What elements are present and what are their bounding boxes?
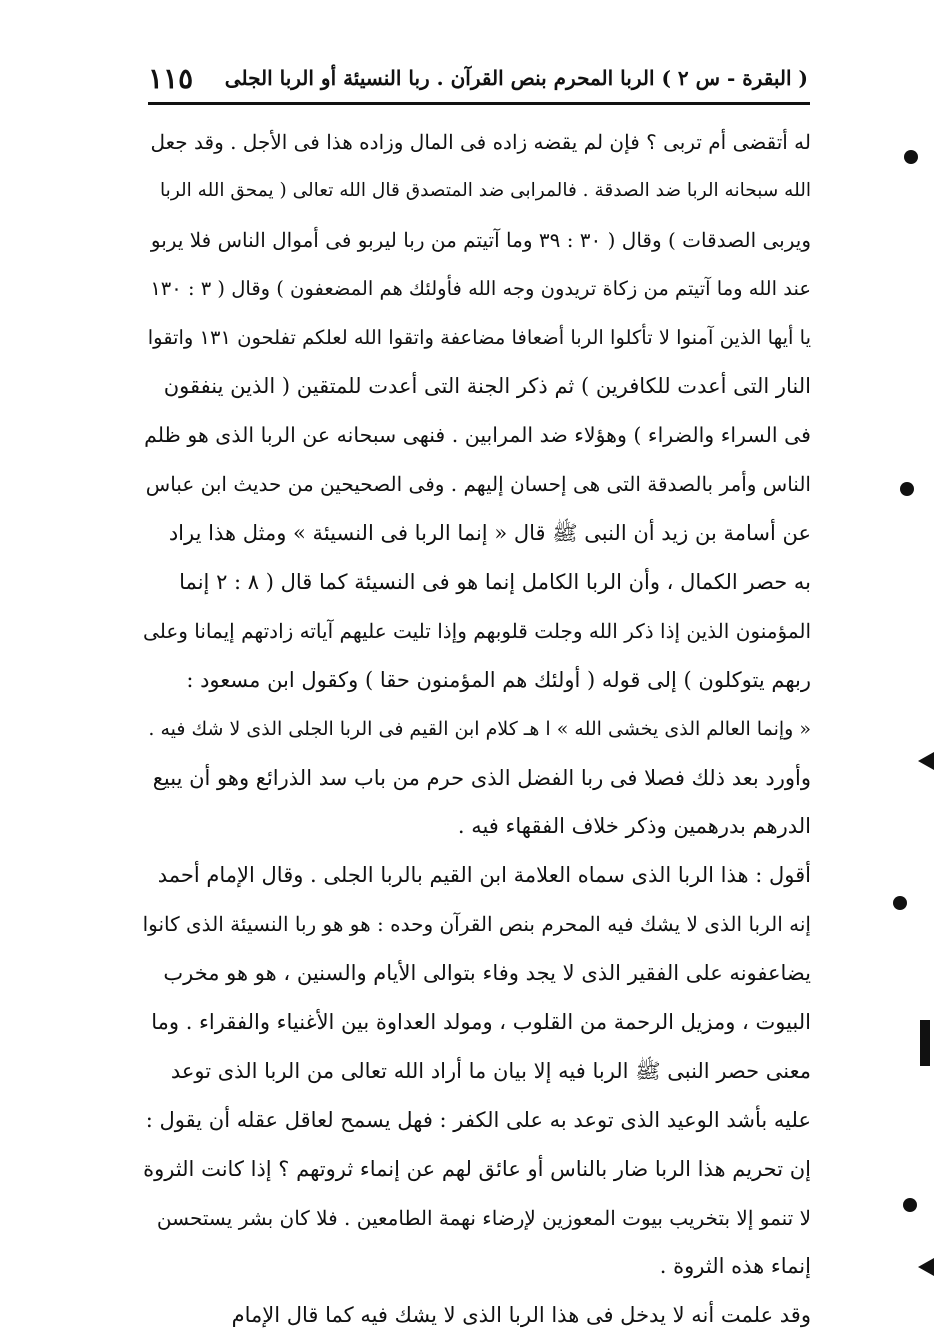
text-line: النار التى أعدت للكافرين ) ثم ذكر الجنة التى أعدت للمتقين ( الذين ينفقون: [163, 374, 811, 399]
text-line: عند الله وما آتيتم من زكاة تريدون وجه الله فأولئك هم المضعفون ) وقال ( ٣ : ١٣٠: [150, 276, 811, 300]
text-line: المؤمنون الذين إذا ذكر الله وجلت قلوبهم وإذا تليت عليهم آياته زادتهم إيمانا وعلى: [143, 618, 811, 643]
margin-mark: [920, 1020, 930, 1066]
text-line: عن أسامة بن زيد أن النبى ﷺ قال « إنما الربا فى النسيئة » ومثل هذا يراد: [168, 521, 811, 546]
text-line: لا تنمو إلا بتخريب بيوت المعوزين لإرضاء نهمة الطامعين . فلا كان بشر يستحسن: [156, 1205, 811, 1230]
text-line: ويربى الصدقات ) وقال ( ٣٠ : ٣٩ وما آتيتم من ربا ليربو فى أموال الناس فلا يربو: [150, 227, 811, 252]
text-line: عليه بأشد الوعيد الذى توعد به على الكفر : فهل يسمح لعاقل عقله أن يقول :: [145, 1107, 811, 1132]
text-line: فى السراء والضراء ) وهؤلاء ضد المرابين . فنهى سبحانه عن الربا الذى هو ظلم: [144, 423, 811, 448]
margin-mark: [900, 482, 914, 496]
text-line: يضاعفونه على الفقير الذى لا يجد وفاء بتوالى الأيام والسنين ، هو هو مخرب: [163, 961, 811, 986]
text-line: إن تحريم هذا الربا ضار بالناس أو عائق لهم عن إنماء ثروتهم ؟ إذا كانت الثروة: [143, 1156, 811, 1181]
margin-mark: [918, 1258, 934, 1276]
text-line: ربهم يتوكلون ) إلى قوله ( أولئك هم المؤمنون حقا ) وكقول ابن مسعود :: [186, 667, 811, 692]
running-header: [148, 58, 808, 98]
text-line: الناس وأمر بالصدقة التى هى إحسان إليهم . وفى الصحيحين من حديث ابن عباس: [145, 472, 811, 497]
margin-mark: [893, 896, 907, 910]
header-title: ( البقرة - س ٢ ) الربا المحرم بنص القرآن . ربا النسيئة أو الربا الجلى: [224, 66, 808, 90]
margin-mark: [918, 752, 934, 770]
margin-mark: [904, 150, 918, 164]
text-line: يا أيها الذين آمنوا لا تأكلوا الربا أضعافا مضاعفة واتقوا الله لعلكم تفلحون ١٣١ واتقوا: [147, 325, 811, 349]
text-line: إنه الربا الذى لا يشك فيه المحرم بنص القرآن وحده : هو هو ربا النسيئة الذى كانوا: [143, 912, 811, 937]
text-line: وقد علمت أنه لا يدخل فى هذا الربا الذى لا يشك فيه كما قال الإمام: [231, 1303, 811, 1328]
text-line: « وإنما العالم الذى يخشى الله » ا هـ كلام ابن القيم فى الربا الجلى الذى لا شك فيه .: [148, 717, 811, 740]
text-line: وأورد بعد ذلك فصلا فى ربا الفضل الذى حرم من باب سد الذرائع وهو أن يبيع: [152, 765, 811, 790]
body-text: [143, 118, 811, 1340]
page-number: ١١٥: [148, 61, 194, 95]
text-line: الله سبحانه الربا ضد الصدقة . فالمرابى ضد المتصدق قال الله تعالى ( يمحق الله الربا: [160, 179, 811, 201]
text-line: البيوت ، ومزيل الرحمة من القلوب ، ومولد العداوة بين الأغنياء والفقراء . وما: [151, 1010, 811, 1035]
text-line: به حصر الكمال ، وأن الربا الكامل إنما هو فى النسيئة كما قال ( ٨ : ٢ إنما: [179, 570, 811, 595]
header-rule: [148, 102, 810, 105]
text-line: إنماء هذه الثروة .: [659, 1254, 811, 1279]
margin-mark: [903, 1198, 917, 1212]
text-line: الدرهم بدرهمين وذكر خلاف الفقهاء فيه .: [457, 814, 811, 839]
text-line: معنى حصر النبى ﷺ الربا فيه إلا بيان ما أراد الله تعالى من الربا الذى توعد: [170, 1058, 811, 1083]
text-line: أقول : هذا الربا الذى سماه العلامة ابن القيم بالربا الجلى . وقال الإمام أحمد: [157, 863, 811, 888]
text-line: له أتقضى أم تربى ؟ فإن لم يقضه زاده فى المال وزاده هذا فى الأجل . وقد جعل: [150, 130, 811, 154]
